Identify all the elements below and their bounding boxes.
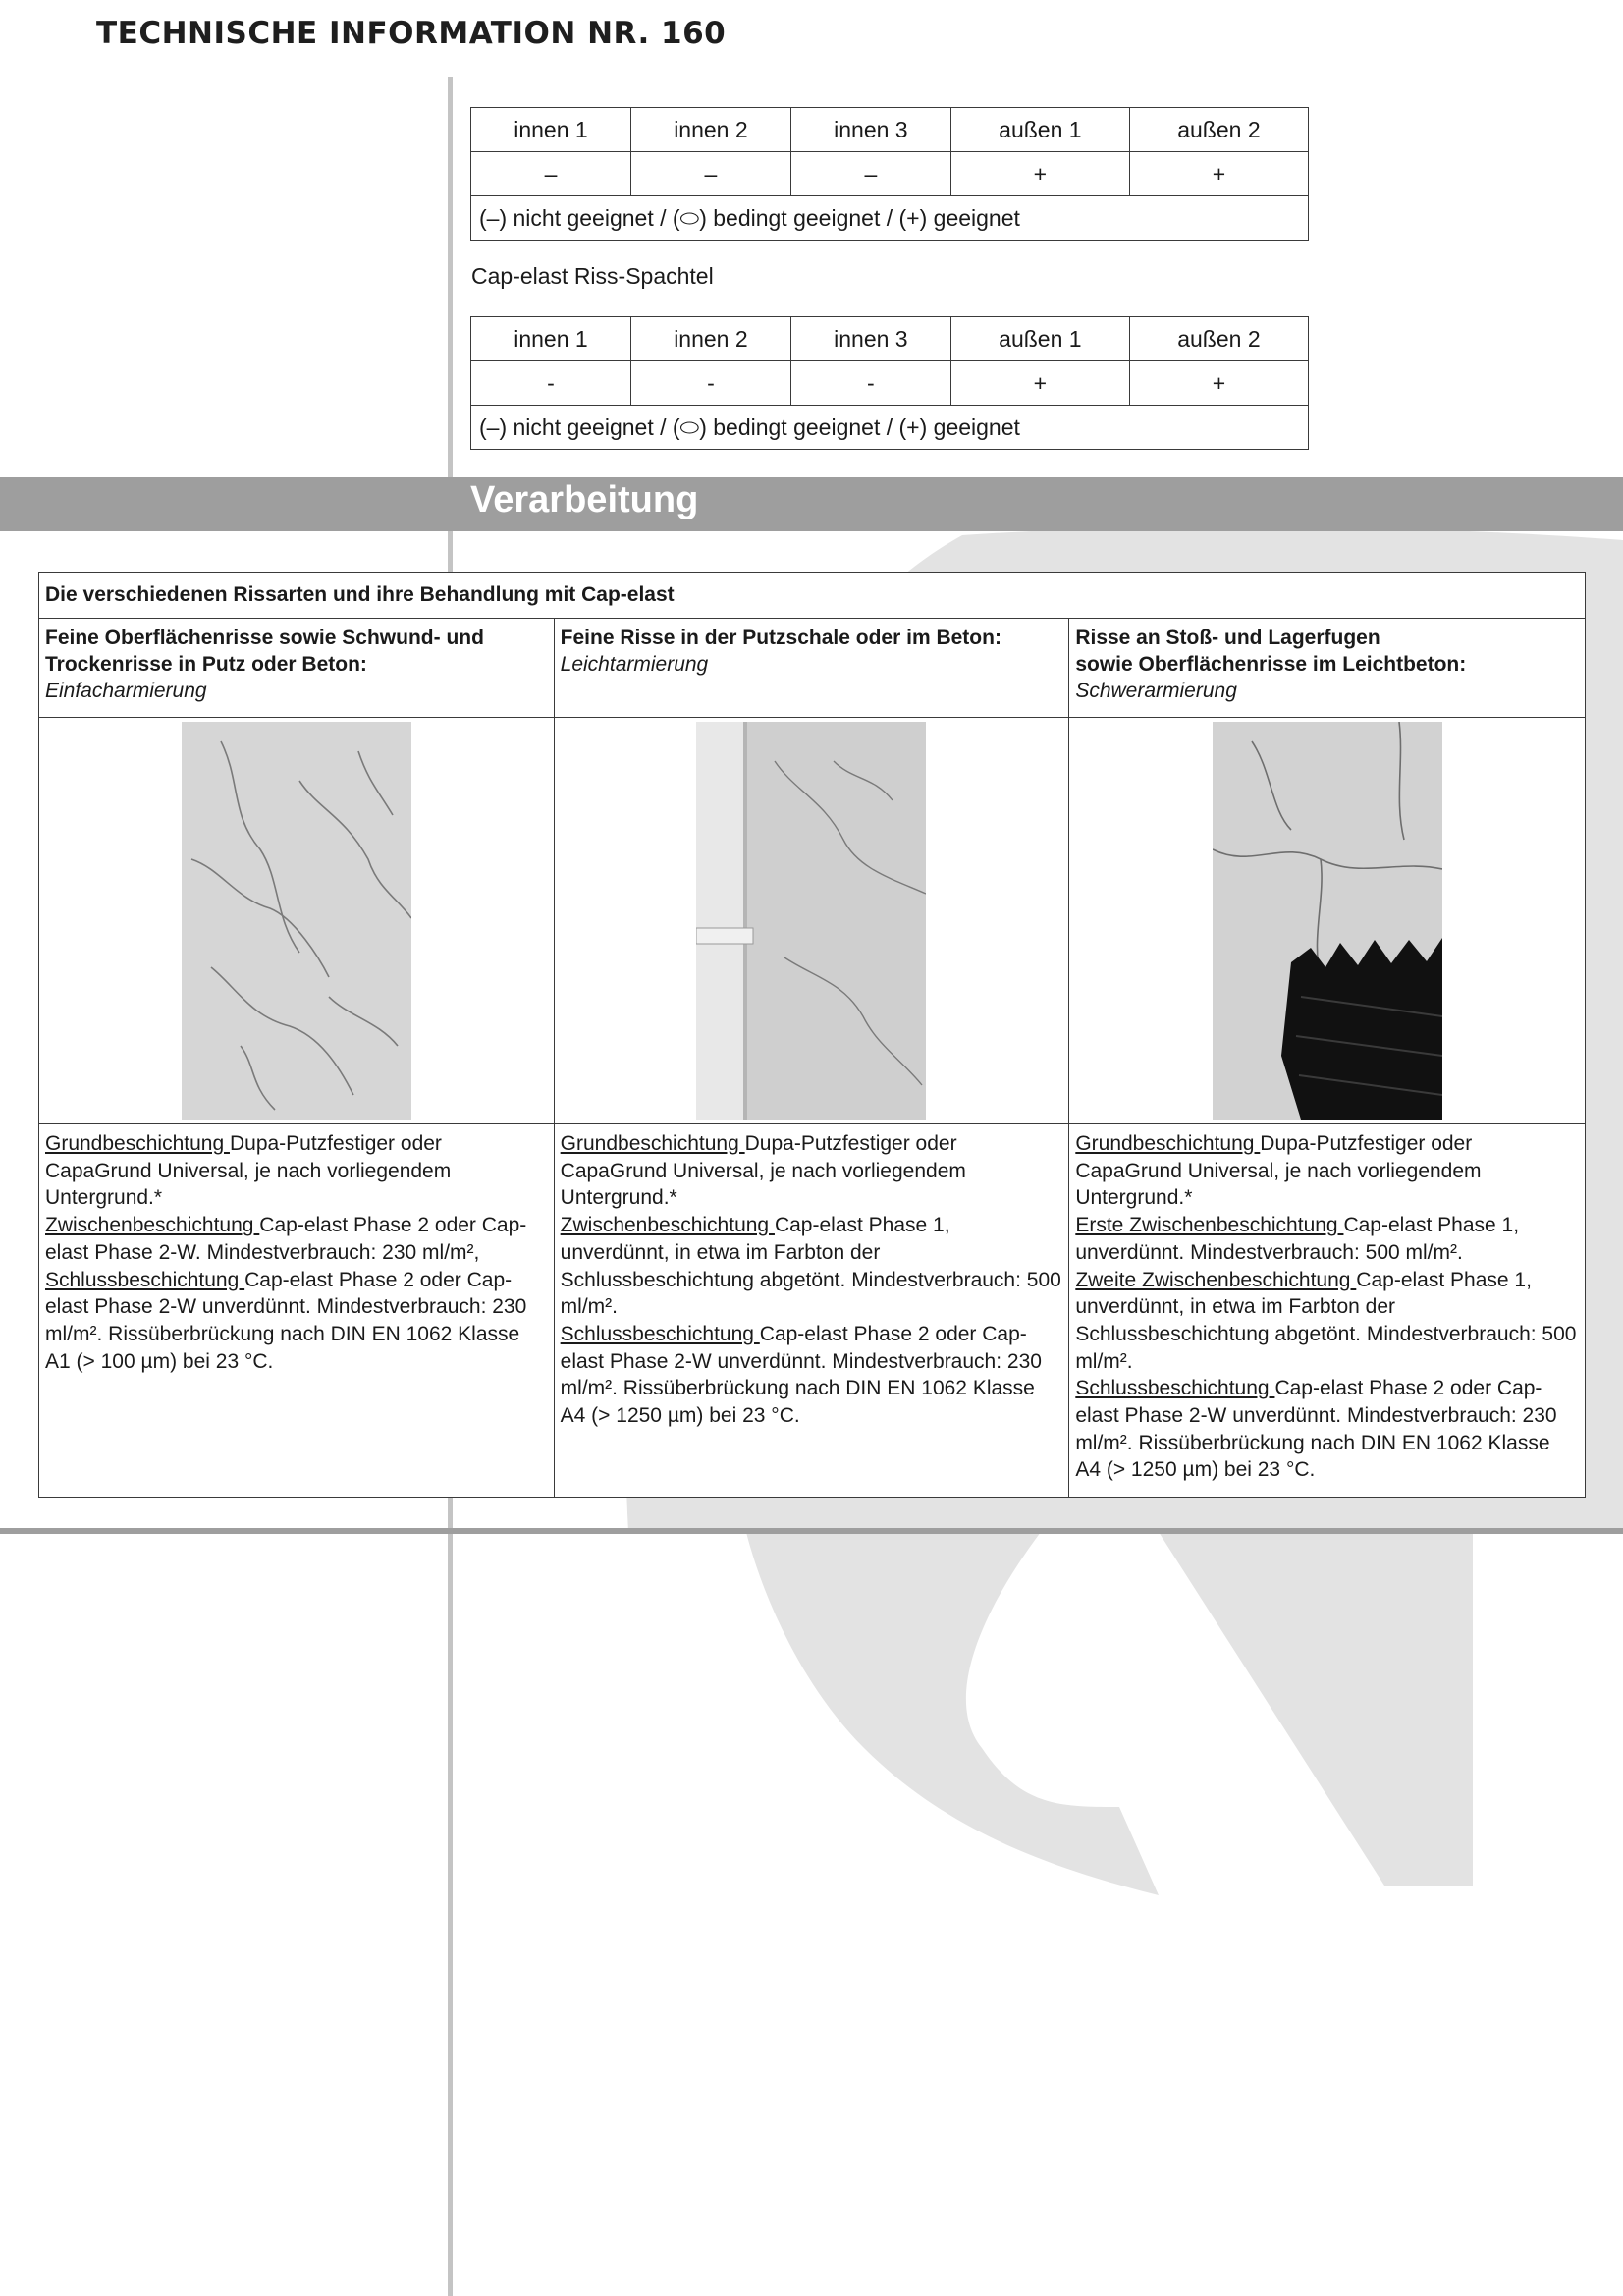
rating-cell: – [471, 152, 631, 196]
rating-cell: + [1129, 152, 1308, 196]
crack-treatment-table [38, 572, 1586, 1498]
heading-line: Risse an Stoß- und Lagerfugen [1075, 627, 1380, 649]
column-header: außen 1 [950, 317, 1129, 361]
column-header: innen 3 [790, 108, 950, 152]
legend-row [471, 406, 1309, 450]
method-label: Einfacharmierung [45, 680, 207, 702]
rating-cell: - [630, 361, 790, 406]
column-header: innen 2 [630, 108, 790, 152]
rating-cell: - [790, 361, 950, 406]
step-text: Cap-elast Phase 2 oder Cap-elast Phase 2-W unverdünnt. Mindestverbrauch: 230 ml/m². Rissüberbrückung nach DIN EN 1062 Klasse A4 (> 1250 µm) bei 23 °C. [1075, 1377, 1557, 1482]
column-heading-1 [39, 619, 555, 718]
rating-cell: + [950, 152, 1129, 196]
step-text: Dupa-Putzfestiger oder CapaGrund Universal, je nach vorliegendem Untergrund.* [560, 1132, 966, 1210]
photo-cell [554, 718, 1069, 1124]
column-heading-2 [554, 619, 1069, 718]
step-label: Zwischenbeschichtung [560, 1214, 775, 1237]
step-label: Schlussbeschichtung [45, 1268, 245, 1291]
table-row [471, 152, 1309, 196]
product-subheading: Cap-elast Riss-Spachtel [471, 263, 714, 289]
column-heading-3 [1069, 619, 1586, 718]
rating-cell: + [1129, 361, 1308, 406]
table-title: Die verschiedenen Rissarten und ihre Behandlung mit Cap-elast [39, 573, 1586, 619]
photo-cell [39, 718, 555, 1124]
step-text: Dupa-Putzfestiger oder CapaGrund Universal, je nach vorliegendem Untergrund.* [1075, 1132, 1482, 1210]
table-header-row [471, 108, 1309, 152]
table-row [471, 361, 1309, 406]
column-header: außen 2 [1129, 108, 1308, 152]
suitability-table-1 [470, 107, 1309, 241]
rating-cell: – [790, 152, 950, 196]
step-label: Zwischenbeschichtung [45, 1214, 260, 1237]
step-text: Cap-elast Phase 1, unverdünnt, in etwa im Farbton der Schlussbeschichtung abgetönt. Mindestverbrauch: 500 ml/m². [1075, 1268, 1577, 1373]
step-text: Dupa-Putzfestiger oder CapaGrund Universal, je nach vorliegendem Untergrund.* [45, 1132, 452, 1210]
section-end-rule [0, 1528, 1623, 1534]
step-label: Grundbeschichtung [45, 1132, 230, 1155]
pipe-wall-photo [696, 722, 926, 1120]
treatment-text-2 [554, 1124, 1069, 1498]
photo-cell [1069, 718, 1586, 1124]
column-header: außen 1 [950, 108, 1129, 152]
section-title: Verarbeitung [470, 479, 699, 520]
step-label: Schlussbeschichtung [1075, 1377, 1275, 1400]
legend-row [471, 196, 1309, 241]
step-label: Erste Zwischenbeschichtung [1075, 1214, 1344, 1237]
rating-cell: – [630, 152, 790, 196]
step-text: Cap-elast Phase 2 oder Cap-elast Phase 2-W. Mindestverbrauch: 230 ml/m², [45, 1214, 527, 1264]
section-band [0, 477, 1623, 531]
cracked-plaster-photo [182, 722, 411, 1120]
legend-text: (–) nicht geeignet / (⬭) bedingt geeignet / (+) geeignet [471, 196, 1309, 241]
document-title: TECHNISCHE INFORMATION NR. 160 [96, 16, 727, 51]
legend-text: (–) nicht geeignet / (⬭) bedingt geeignet / (+) geeignet [471, 406, 1309, 450]
column-header: außen 2 [1129, 317, 1308, 361]
method-label: Leichtarmierung [560, 653, 709, 676]
step-text: Cap-elast Phase 1, unverdünnt, in etwa im Farbton der Schlussbeschichtung abgetönt. Mindestverbrauch: 500 ml/m². [560, 1214, 1061, 1319]
heading-line: Feine Risse in der Putzschale oder im Beton: [560, 627, 1001, 649]
treatment-text-3 [1069, 1124, 1586, 1498]
step-label: Zweite Zwischenbeschichtung [1075, 1268, 1357, 1291]
step-text: Cap-elast Phase 2 oder Cap-elast Phase 2-W unverdünnt. Mindestverbrauch: 230 ml/m². Rissüberbrückung nach DIN EN 1062 Klasse A4 (> 1250 µm) bei 23 °C. [560, 1322, 1042, 1428]
column-header: innen 1 [471, 317, 631, 361]
heading-line: Trockenrisse in Putz oder Beton: [45, 653, 367, 676]
step-label: Schlussbeschichtung [560, 1322, 760, 1345]
treatment-text-1 [39, 1124, 555, 1498]
column-header: innen 2 [630, 317, 790, 361]
method-label: Schwerarmierung [1075, 680, 1237, 702]
step-text: Cap-elast Phase 1, unverdünnt. Mindestverbrauch: 500 ml/m². [1075, 1214, 1520, 1264]
suitability-table-2 [470, 316, 1309, 450]
block-wall-photo [1213, 722, 1442, 1120]
step-text: Cap-elast Phase 2 oder Cap-elast Phase 2-W unverdünnt. Mindestverbrauch: 230 ml/m². Rissüberbrückung nach DIN EN 1062 Klasse A1 (> 100 µm) bei 23 °C. [45, 1268, 527, 1373]
table-header-row [471, 317, 1309, 361]
heading-line: sowie Oberflächenrisse im Leichtbeton: [1075, 653, 1467, 676]
rating-cell: + [950, 361, 1129, 406]
column-header: innen 1 [471, 108, 631, 152]
column-header: innen 3 [790, 317, 950, 361]
heading-line: Feine Oberflächenrisse sowie Schwund- und [45, 627, 484, 649]
step-label: Grundbeschichtung [1075, 1132, 1261, 1155]
step-label: Grundbeschichtung [560, 1132, 745, 1155]
rating-cell: - [471, 361, 631, 406]
